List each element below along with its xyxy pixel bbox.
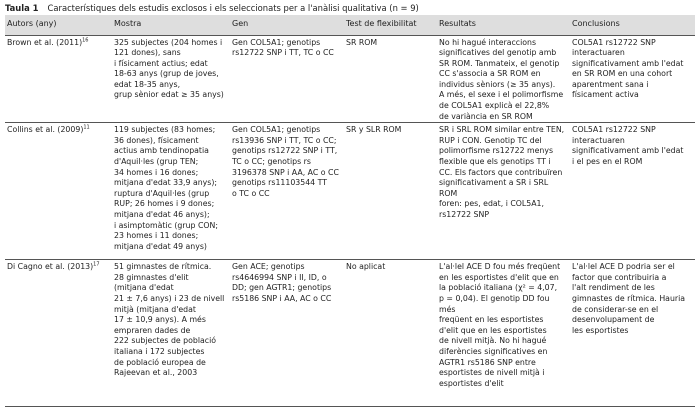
conclusions-cell: COL5A1 rs12722 SNP interactuaren significativament amb l'edat en SR ROM en una cohort aparentment sana i físicament activa — [572, 37, 684, 100]
flex-cell: SR ROM — [346, 37, 378, 47]
results-cell: SR i SRL ROM similar entre TEN, RUP i CON. Genotip TC del polimorfisme rs12722 menys flexible que els genotips TT i CC. Els factors que contribuïren significativament a SR i SRL ROM foren: pes, edat, i COL5A1, rs12722 SNP — [439, 125, 565, 219]
table-caption — [5, 2, 419, 14]
header-author: Autors (any) — [5, 15, 112, 35]
table-title: Característiques dels estudis exclosos i els seleccionats per a l'anàlisi qualitativa (n = 9) — [47, 3, 419, 13]
header-gene: Gen — [230, 15, 344, 35]
reference-number: 16 — [82, 36, 89, 43]
sample-cell: 325 subjectes (204 homes i 121 dones), sans i físicament actius; edat 18-63 anys (grup de joves, edat 18-35 anys, grup sènior edat ≥ 35 anys) — [114, 37, 224, 100]
header-conclusions: Conclusions — [570, 15, 695, 35]
gene-cell: Gen COL5A1; genotips rs13936 SNP i TT, TC o CC; genotips rs12722 SNP i TT, TC o CC; genotips rs 3196378 SNP i AA, AC o CC genotips rs11103544 TT o TC o CC — [232, 125, 339, 198]
flex-cell: No aplicat — [346, 262, 386, 272]
sample-cell: 119 subjectes (83 homes; 36 dones), físicament actius amb tendinopatia d'Aquil·les (grup TEN; 34 homes i 16 dones; mitjana d'edat 33,9 anys); ruptura d'Aquil·les (grup RUP; 26 homes i 9 dones; mitjana d'edat 46 anys); i asimptomàtic (grup CON; 23 homes i 11 dones; mitjana d'edat 49 anys) — [114, 125, 218, 251]
results-cell: No hi hagué interaccions significatives del genotip amb SR ROM. Tanmateix, el genotip CC s'associa a SR ROM en individus sèniors (≥ 35 anys). A més, el sexe i el polimorfisme de COL5A1 explicà el 22,8% de variància en SR ROM — [439, 37, 564, 121]
author-name: Collins et al. (2009) — [7, 125, 84, 135]
flex-cell: SR y SLR ROM — [346, 125, 402, 135]
reference-number: 17 — [93, 261, 100, 268]
gene-cell: Gen COL5A1; genotips rs12722 SNP i TT, TC o CC — [232, 37, 334, 58]
table-row — [5, 35, 695, 123]
studies-table — [5, 15, 695, 407]
header-row — [5, 15, 695, 35]
sample-cell: 51 gimnastes de rítmica. 28 gimnastes d'elit (mitjana d'edat 21 ± 7,6 anys) i 23 de nivell mitjà (mitjana d'edat 17 ± 10,9 anys). A més empraren dades de 222 subjectes de població italiana i 172 subjectes de població europea de Rajeevan et al., 2003 — [114, 262, 225, 378]
conclusions-cell: COL5A1 rs12722 SNP interactuaren significativament amb l'edat i el pes en el ROM — [572, 125, 684, 167]
header-results: Resultats — [437, 15, 570, 35]
author-cell — [5, 35, 112, 123]
gene-cell: Gen ACE; genotips rs4646994 SNP i II, ID, o DD; gen AGTR1; genotips rs5186 SNP i AA, AC o CC — [232, 262, 332, 304]
results-cell: L'al·lel ACE D fou més freqüent en les esportistes d'elit que en la població italiana (χ² = 4,07, p = 0,04). El genotip DD fou més freqüent en les esportistes d'elit que en les esportistes de nivell mitjà. No hi hagué diferències significatives en AGTR1 rs5186 SNP entre esportistes de nivell mitjà i esportistes d'elit — [439, 262, 561, 388]
conclusions-cell: L'al·lel ACE D podria ser el factor que contribuiria a l'alt rendiment de les gimnastes de rítmica. Hauria de considerar-se en el desenvolupament de les esportistes — [572, 262, 686, 335]
header-sample: Mostra — [112, 15, 230, 35]
table-row — [5, 123, 695, 260]
author-cell — [5, 123, 112, 260]
reference-number: 11 — [83, 124, 90, 131]
header-flexibility-test: Test de flexibilitat — [344, 15, 437, 35]
table-label: Taula 1 — [5, 3, 39, 13]
table-row — [5, 260, 695, 407]
author-name: Brown et al. (2011) — [7, 37, 83, 47]
author-name: Di Cagno et al. (2013) — [7, 262, 94, 272]
author-cell — [5, 260, 112, 407]
